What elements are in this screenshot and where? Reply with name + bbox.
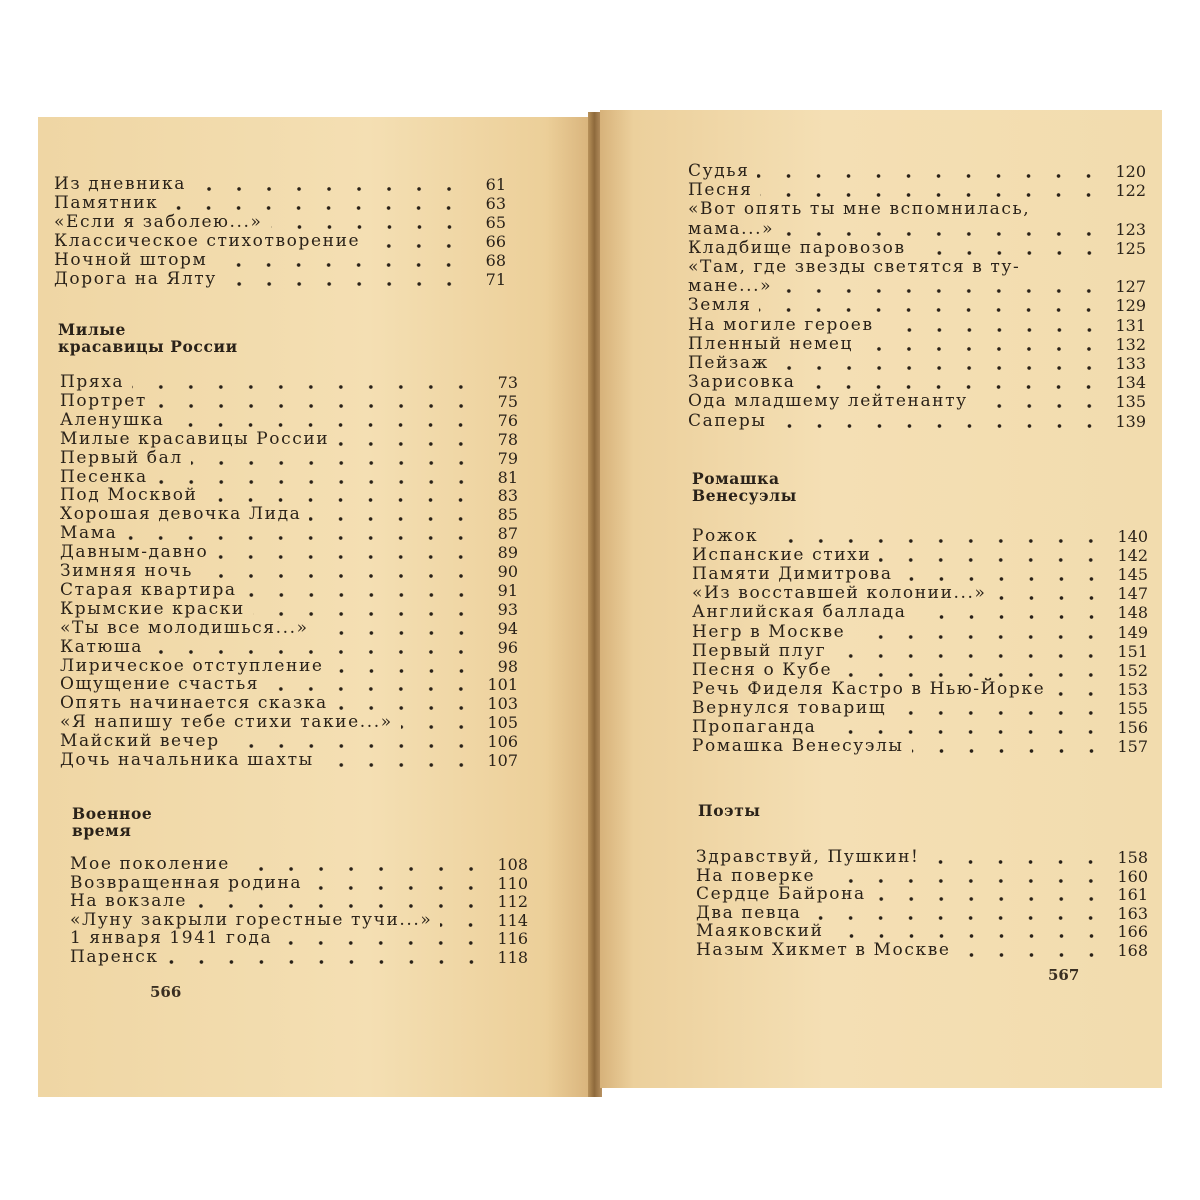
toc-entry-page: 116 [497, 929, 528, 949]
dot-leader [757, 174, 1104, 178]
toc-entry [692, 565, 1148, 584]
dot-leader [840, 673, 1106, 677]
toc-entry-page: 101 [487, 675, 518, 695]
toc-entry-page: 98 [497, 656, 518, 676]
dot-leader [225, 282, 464, 286]
toc-entry [688, 162, 1146, 181]
dot-leader [959, 953, 1106, 957]
toc-entry-page: 152 [1117, 660, 1148, 680]
left-page [38, 117, 590, 1097]
toc-entry-title: Испанские стихи [692, 545, 872, 566]
toc-entry [692, 584, 1148, 603]
toc-entry-title: Здравствуй, Пушкин! [696, 847, 920, 867]
toc-entry [688, 392, 1146, 411]
toc-entry [70, 929, 528, 948]
toc-entry-page: 79 [497, 448, 518, 468]
toc-entry-page: 142 [1117, 546, 1148, 566]
toc-entry [692, 661, 1148, 680]
toc-entry-title: Зимняя ночь [60, 561, 193, 581]
dot-leader [271, 225, 464, 229]
section-heading-line2: красавицы России [58, 337, 238, 356]
toc-entry [60, 543, 518, 562]
toc-entry [60, 449, 518, 468]
toc-entry-page: 120 [1115, 162, 1146, 181]
toc-entry-page: 75 [497, 391, 518, 411]
toc-entry [692, 642, 1148, 661]
section-heading-romashka [692, 470, 797, 504]
toc-entry-title: Дорога на Ялту [54, 269, 217, 289]
toc-entry-page: 155 [1117, 698, 1148, 718]
dot-leader [195, 904, 486, 908]
toc-entry [60, 486, 518, 505]
toc-entry-page: 151 [1117, 641, 1148, 661]
toc-entry [688, 412, 1146, 431]
toc-entry-page: 90 [497, 562, 518, 581]
toc-entry [54, 270, 506, 289]
dot-leader [824, 730, 1106, 734]
dot-leader [809, 916, 1106, 920]
toc-entry-title: Лирическое отступление [60, 655, 324, 676]
toc-entry [60, 675, 518, 694]
toc-entry-title: Саперы [688, 410, 767, 431]
dot-leader [215, 263, 464, 267]
dot-leader [759, 308, 1104, 312]
toc-entry-title: Классическое стихотворение [54, 231, 361, 251]
toc-entry-title: Майский вечер [60, 731, 220, 752]
toc-entry-title: Ощущение счастья [60, 674, 260, 695]
toc-entry-title: Песенка [60, 466, 148, 487]
toc-entry [54, 213, 506, 232]
dot-leader [780, 289, 1104, 293]
toc-entry [60, 638, 518, 657]
toc-entry-title: На вокзале [70, 891, 188, 912]
dot-leader [194, 187, 464, 191]
dot-leader [156, 480, 476, 484]
toc-entry-page: 156 [1117, 718, 1148, 737]
dot-leader [1053, 692, 1106, 696]
toc-entry-page: 68 [485, 251, 506, 270]
dot-leader [216, 555, 476, 559]
toc-entry [688, 373, 1146, 392]
toc-entry-title: Судья [688, 161, 750, 181]
toc-entry-page: 134 [1115, 373, 1146, 393]
toc-entry-page: 71 [485, 270, 506, 289]
toc-entry-title: «Там, где звезды светятся в ту- [688, 257, 1021, 277]
toc-entry [60, 619, 518, 638]
toc-entry [70, 874, 528, 893]
toc-entry [60, 562, 518, 581]
toc-entry-title: Давным-давно [60, 542, 209, 563]
toc-entry-page: 93 [497, 599, 518, 619]
toc-entry-title: Кладбище паровозов [688, 237, 906, 258]
dot-leader [760, 193, 1104, 197]
toc-entry-title: Назым Хикмет в Москве [696, 939, 951, 960]
toc-entry [688, 239, 1146, 258]
section-heading-line2: время [72, 821, 132, 840]
toc-entry-page: 108 [497, 855, 528, 874]
toc-entry-page: 127 [1115, 277, 1146, 297]
toc-entry-title: Мама [60, 523, 118, 544]
toc-entry-page: 153 [1117, 679, 1148, 699]
toc-entry-title: Дочь начальника шахты [60, 750, 314, 770]
dot-leader [782, 232, 1104, 236]
toc-entry-title: Песня [688, 180, 753, 201]
toc-entry-title: Зарисовка [688, 372, 796, 393]
toc-entry-page: 148 [1117, 603, 1148, 623]
toc-entry [70, 948, 528, 967]
toc-entry-title: Речь Фиделя Кастро в Нью-Йорке [692, 678, 1046, 699]
dot-leader [912, 749, 1106, 753]
toc-entry-page: 149 [1117, 622, 1148, 642]
toc-entry-title: Под Москвой [60, 485, 198, 506]
toc-entry [688, 181, 1146, 200]
dot-leader [440, 923, 486, 927]
toc-entry-title: Пейзаж [688, 353, 769, 373]
dot-leader [927, 860, 1106, 864]
toc-entry-title: Рожок [692, 526, 759, 546]
toc-entry-page: 158 [1117, 848, 1148, 867]
toc-entry-page: 112 [497, 892, 528, 912]
toc-entry [54, 194, 506, 213]
toc-entry-title: Мое поколение [70, 854, 230, 874]
dot-leader [205, 498, 476, 502]
toc-entry [688, 220, 1146, 239]
toc-entry-page: 125 [1115, 238, 1146, 258]
toc-entry-page: 129 [1115, 296, 1146, 316]
toc-entry [688, 296, 1146, 315]
dot-leader [777, 366, 1104, 370]
toc-entry-page: 96 [497, 637, 518, 657]
toc-entry-page: 63 [485, 194, 506, 213]
toc-entry-page: 61 [485, 175, 506, 194]
toc-entry [692, 546, 1148, 565]
toc-entry-page: 168 [1117, 940, 1148, 960]
section-heading-line1: Ромашка [692, 469, 780, 488]
dot-leader [151, 650, 476, 654]
toc-entry [696, 867, 1148, 886]
toc-entry-title: Памятник [54, 193, 159, 213]
toc-entry [696, 922, 1148, 941]
toc-entry-title: Из дневника [54, 174, 186, 194]
toc-entry [60, 392, 518, 411]
toc-entry-title: «Из восставшей колонии...» [692, 583, 987, 604]
toc-entry-title: Ромашка Венесуэлы [692, 736, 904, 757]
toc-entry-title: Милые красавицы России [60, 428, 330, 449]
toc-entry [70, 855, 528, 874]
dot-leader [310, 886, 486, 890]
dot-leader [337, 442, 476, 446]
toc-entry-title: Ночной шторм [54, 250, 208, 270]
toc-entry-page: 166 [1117, 922, 1148, 941]
toc-entry-page: 105 [487, 713, 518, 733]
toc-entry [60, 468, 518, 487]
toc-entry-page: 122 [1115, 181, 1146, 201]
toc-entry-page: 131 [1115, 315, 1146, 335]
toc-entry [688, 335, 1146, 354]
toc-entry [60, 411, 518, 430]
dot-leader [803, 385, 1104, 389]
toc-entry-title: Земля [688, 295, 752, 316]
dot-leader [914, 251, 1104, 255]
toc-entry-page: 107 [487, 751, 518, 770]
toc-entry-title: Пленный немец [688, 333, 854, 354]
toc-entry-title: Пряха [60, 372, 125, 392]
toc-entry [60, 751, 518, 770]
toc-entry-page: 147 [1117, 584, 1148, 604]
section-heading-line1: Поэты [698, 801, 761, 820]
dot-leader [309, 517, 476, 521]
section-heading-line1: Милые [58, 320, 126, 339]
toc-entry [692, 699, 1148, 718]
toc-entry [692, 623, 1148, 642]
dot-leader [901, 577, 1106, 581]
dot-leader [894, 711, 1106, 715]
toc-entry-page: 157 [1117, 737, 1148, 757]
dot-leader [336, 706, 476, 710]
toc-entry [60, 694, 518, 713]
toc-entry-title: Крымские краски [60, 598, 245, 619]
dot-leader [245, 593, 476, 597]
dot-leader [874, 897, 1106, 901]
toc-entry-page: 83 [497, 486, 518, 506]
section-heading-voennoe [72, 805, 152, 839]
toc-entry-page: 91 [497, 580, 518, 600]
toc-entry-page: 89 [497, 543, 518, 563]
dot-leader [882, 328, 1104, 332]
toc-entry [696, 848, 1148, 867]
toc-entry-page: 135 [1115, 392, 1146, 412]
dot-leader [832, 934, 1106, 938]
toc-entry-title: Возвращенная родина [70, 872, 303, 893]
toc-entry [688, 354, 1146, 373]
toc-entry [688, 316, 1146, 335]
toc-entry-title: Аленушка [60, 409, 165, 430]
dot-leader [834, 654, 1106, 658]
dot-leader [1038, 212, 1104, 216]
toc-entry-page: 73 [497, 373, 518, 392]
dot-leader [401, 725, 476, 729]
toc-entry-title: «Если я заболею...» [54, 212, 263, 232]
toc-entry-title: Памяти Димитрова [692, 564, 893, 585]
toc-entry-title: «Я напишу тебе стихи такие...» [60, 712, 393, 733]
toc-entry-title: 1 января 1941 года [70, 928, 273, 949]
toc-entry [696, 885, 1148, 904]
toc-entry-title: мане...» [688, 276, 773, 297]
dot-leader [879, 558, 1106, 562]
toc-entry-title: Первый плуг [692, 640, 827, 661]
section-heading-milye [58, 321, 238, 355]
toc-entry-page: 163 [1117, 903, 1148, 923]
dot-leader [766, 539, 1106, 543]
dot-leader [1028, 270, 1104, 274]
toc-entry-title: «Ты все молодишься...» [60, 617, 309, 638]
toc-entry-title: Портрет [60, 390, 147, 411]
dot-leader [861, 347, 1104, 351]
toc-entry [696, 904, 1148, 923]
section-heading-poety [698, 802, 761, 819]
dot-leader [155, 404, 476, 408]
dot-leader [995, 596, 1106, 600]
dot-leader [238, 867, 486, 871]
dot-leader [853, 635, 1106, 639]
toc-entry-page: 103 [487, 694, 518, 714]
toc-entry-page: 132 [1115, 334, 1146, 354]
dot-leader [125, 536, 476, 540]
toc-entry-title: Старая квартира [60, 579, 237, 600]
dot-leader [322, 763, 476, 767]
toc-entry-title: Первый бал [60, 447, 183, 468]
dot-leader [191, 461, 476, 465]
toc-entry [692, 527, 1148, 546]
dot-leader [332, 669, 476, 673]
toc-entry [70, 911, 528, 930]
toc-entry [60, 657, 518, 676]
toc-entry-page: 160 [1117, 866, 1148, 886]
toc-entry [60, 505, 518, 524]
toc-entry-page: 133 [1115, 354, 1146, 373]
right-page [600, 110, 1162, 1088]
toc-entry-title: Маяковский [696, 921, 824, 941]
toc-entry-page: 66 [485, 232, 506, 251]
toc-entry [54, 232, 506, 251]
toc-entry-title: Катюша [60, 636, 144, 657]
toc-entry-page: 85 [497, 505, 518, 525]
toc-entry-title: «Вот опять ты мне вспомнилась, [688, 199, 1031, 220]
toc-entry-title: Паренск [70, 947, 159, 967]
dot-leader [915, 615, 1107, 619]
toc-entry [688, 277, 1146, 296]
toc-entry-title: Песня о Кубе [692, 659, 833, 680]
toc-entry [60, 732, 518, 751]
toc-entry-page: 139 [1115, 411, 1146, 431]
dot-leader [172, 423, 476, 427]
toc-entry-title: Английская баллада [692, 602, 907, 623]
toc-entry-page: 123 [1115, 219, 1146, 239]
dot-leader [167, 960, 486, 964]
page-number-right: 567 [1048, 966, 1080, 984]
dot-leader [823, 879, 1106, 883]
toc-entry-page: 87 [497, 524, 518, 544]
toc-entry [60, 373, 518, 392]
toc-entry [54, 175, 506, 194]
toc-entry-title: Ода младшему лейтенанту [688, 391, 968, 412]
toc-entry [60, 581, 518, 600]
toc-entry-page: 106 [487, 732, 518, 752]
dot-leader [775, 424, 1104, 428]
section-heading-line2: Венесуэлы [692, 486, 797, 505]
dot-leader [976, 404, 1104, 408]
toc-entry-title: Опять начинается сказка [60, 693, 328, 714]
toc-entry-page: 114 [497, 910, 528, 930]
toc-entry-title: Вернулся товарищ [692, 697, 887, 718]
toc-entry-title: На могиле героев [688, 314, 874, 335]
toc-entry-title: Хорошая девочка Лида [60, 504, 302, 525]
toc-entry [688, 258, 1146, 277]
toc-entry-title: На поверке [696, 865, 816, 886]
toc-entry-page: 76 [497, 410, 518, 430]
toc-entry [60, 524, 518, 543]
toc-entry-title: Пропаганда [692, 717, 817, 737]
toc-entry-page: 78 [497, 429, 518, 449]
dot-leader [368, 244, 464, 248]
toc-entry-title: Негр в Москве [692, 621, 846, 642]
toc-entry [696, 941, 1148, 960]
toc-entry-page: 140 [1117, 527, 1148, 546]
dot-leader [317, 631, 476, 635]
dot-leader [132, 385, 476, 389]
toc-entry-title: «Луну закрыли горестные тучи...» [70, 909, 433, 930]
dot-leader [280, 941, 486, 945]
section-heading-line1: Военное [72, 804, 153, 823]
toc-entry-page: 81 [497, 467, 518, 487]
toc-entry [54, 251, 506, 270]
toc-entry-page: 110 [497, 873, 528, 893]
toc-entry [692, 680, 1148, 699]
toc-entry-page: 118 [497, 948, 528, 967]
toc-entry [60, 713, 518, 732]
toc-entry-page: 65 [485, 213, 506, 232]
toc-entry [692, 603, 1148, 622]
toc-entry [60, 600, 518, 619]
toc-entry-page: 145 [1117, 565, 1148, 585]
toc-entry-title: Два певца [696, 902, 802, 923]
toc-entry-page: 161 [1117, 885, 1148, 904]
toc-entry [70, 892, 528, 911]
toc-entry-title: Сердце Байрона [696, 884, 866, 904]
toc-entry [60, 430, 518, 449]
dot-leader [267, 687, 476, 691]
toc-entry [688, 200, 1146, 219]
toc-entry-title: мама...» [688, 218, 775, 239]
dot-leader [201, 574, 476, 578]
page-number-left: 566 [150, 983, 182, 1001]
dot-leader [253, 612, 476, 616]
toc-entry-page: 94 [497, 618, 518, 638]
toc-entry [692, 737, 1148, 756]
dot-leader [166, 206, 464, 210]
toc-entry [692, 718, 1148, 737]
dot-leader [228, 744, 476, 748]
